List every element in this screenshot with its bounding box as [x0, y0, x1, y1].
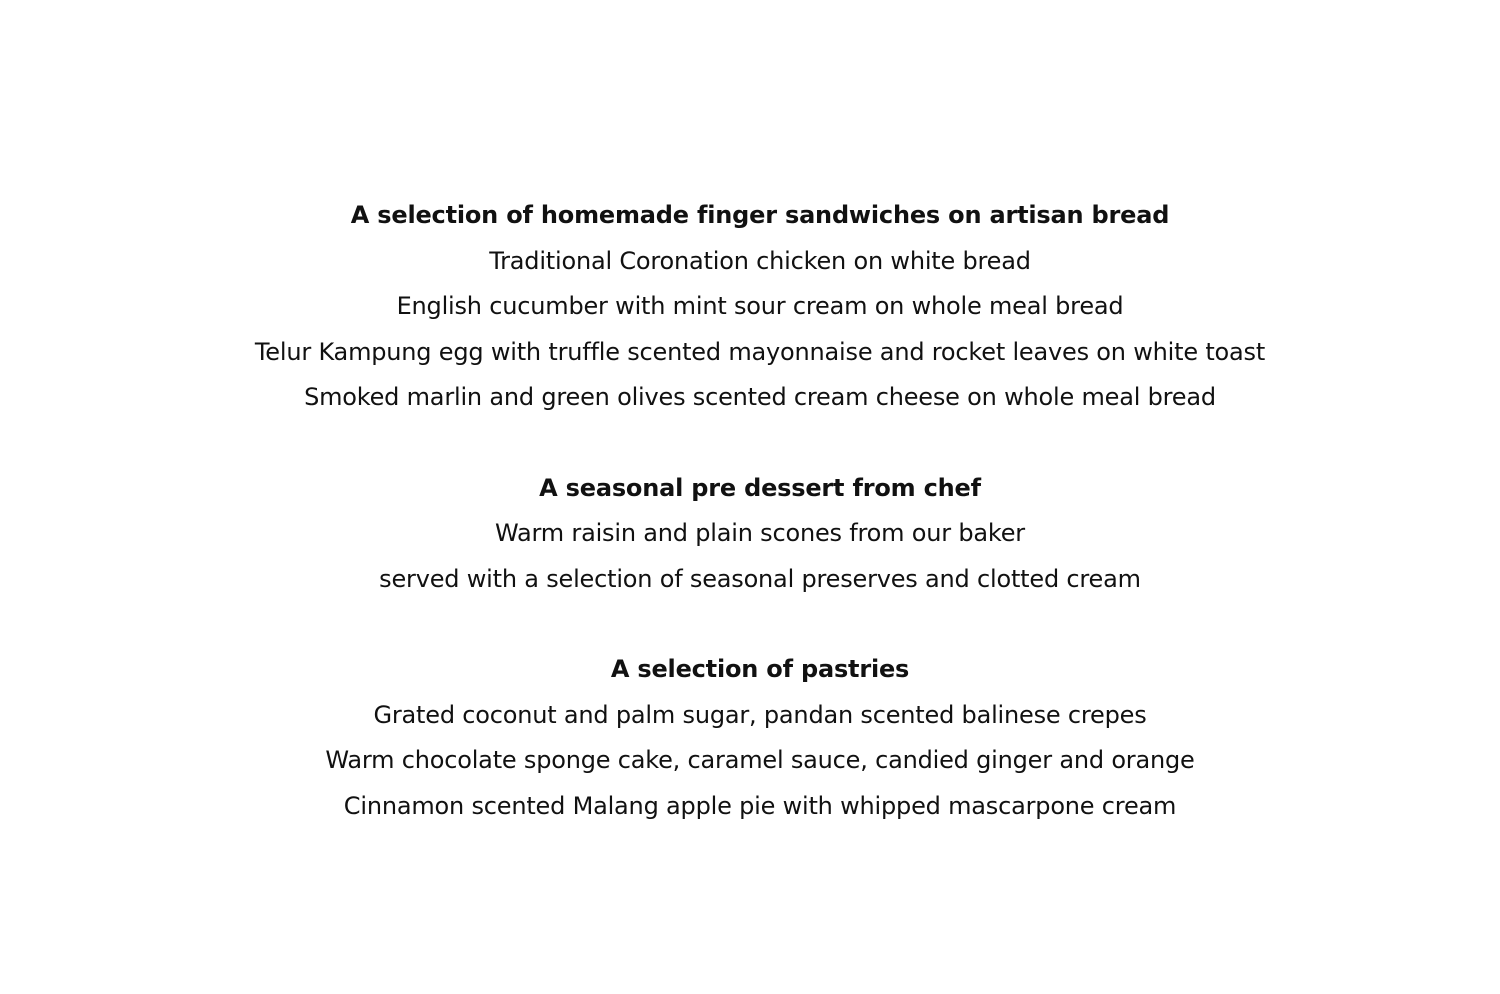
section-heading: A selection of pastries — [610, 655, 910, 683]
menu-item: Telur Kampung egg with truffle scented mayonnaise and rocket leaves on white toast — [254, 337, 1266, 366]
menu-section-pastries — [0, 647, 1500, 829]
menu-item: Grated coconut and palm sugar, pandan scented balinese crepes — [373, 700, 1147, 729]
menu-item: English cucumber with mint sour cream on whole meal bread — [396, 292, 1124, 320]
menu-item: Cinnamon scented Malang apple pie with whipped mascarpone cream — [343, 791, 1177, 820]
menu-section-sandwiches — [0, 193, 1500, 421]
menu-page — [0, 193, 1500, 874]
menu-item: Traditional Coronation chicken on white bread — [489, 246, 1031, 275]
section-heading: A seasonal pre dessert from chef — [539, 473, 981, 502]
menu-item: served with a selection of seasonal preserves and clotted cream — [379, 564, 1141, 593]
menu-item: Smoked marlin and green olives scented cream cheese on whole meal bread — [304, 383, 1216, 411]
menu-item: Warm chocolate sponge cake, caramel sauce, candied ginger and orange — [325, 746, 1195, 774]
section-heading: A selection of homemade finger sandwiches on artisan bread — [350, 201, 1170, 229]
menu-item: Warm raisin and plain scones from our baker — [495, 519, 1025, 547]
menu-section-pre-dessert — [0, 466, 1500, 603]
